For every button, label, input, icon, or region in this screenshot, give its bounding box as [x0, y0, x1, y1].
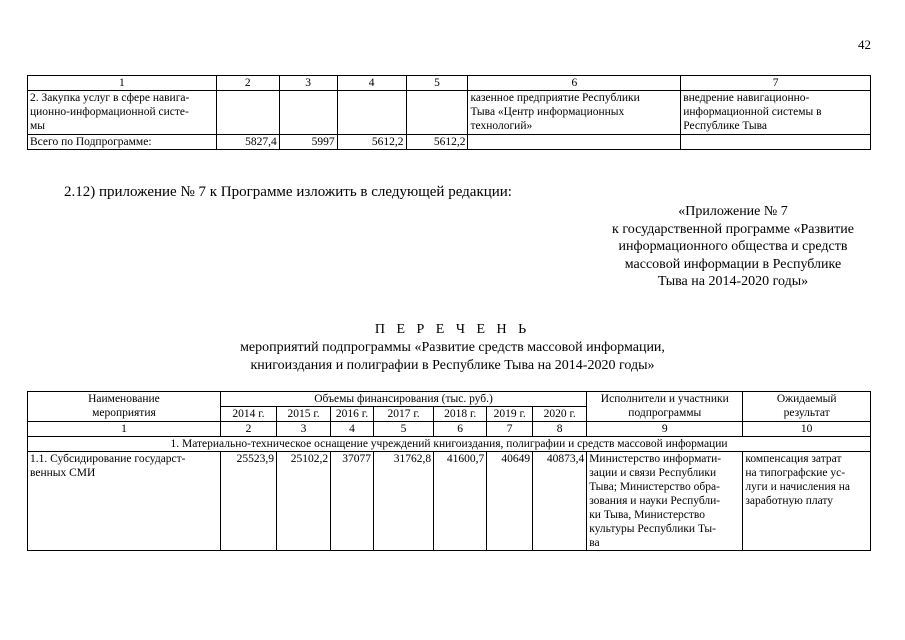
column-number: 5 — [373, 422, 433, 437]
header-cell: 7 — [681, 76, 871, 91]
year-header: 2020 г. — [533, 407, 587, 422]
year-header: 2014 г. — [220, 407, 276, 422]
text-line: венных СМИ — [30, 467, 96, 479]
year-header: 2019 г. — [487, 407, 533, 422]
total-value: 5827,4 — [216, 135, 279, 150]
finance-value: 40649 — [487, 452, 533, 551]
column-number: 1 — [28, 422, 221, 437]
measures-table — [27, 391, 871, 551]
year-header: 2017 г. — [373, 407, 433, 422]
amendment-paragraph: 2.12) приложение № 7 к Программе изложить в следующей редакции: — [64, 184, 512, 200]
column-number: 10 — [743, 422, 871, 437]
empty-cell — [216, 91, 279, 135]
header-cell: 6 — [468, 76, 681, 91]
text-line: информационной системы в — [683, 106, 822, 118]
measure-name-cell — [28, 91, 217, 135]
column-numbers-row — [28, 422, 871, 437]
section-row — [28, 437, 871, 452]
header-result — [743, 392, 871, 422]
header-cell: 5 — [406, 76, 468, 91]
text-line: ционно-информационной систе- — [30, 106, 189, 118]
table-header-row — [28, 76, 871, 91]
empty-cell — [406, 91, 468, 135]
text-line: культуры Республики Ты- — [589, 523, 716, 535]
appendix-line: к государственной программе «Развитие — [612, 221, 854, 237]
column-number: 2 — [220, 422, 276, 437]
text-line: компенсация затрат — [745, 453, 842, 465]
text-line: Тыва; Министерство обра- — [589, 481, 720, 493]
text-line: заработную плату — [745, 495, 834, 507]
appendix-line: информационного общества и средств — [618, 239, 848, 254]
text-line: 2. Закупка услуг в сфере навига- — [30, 92, 190, 104]
text-line: мы — [30, 120, 46, 132]
list-title: П Е Р Е Ч Е Н Ь — [374, 322, 531, 337]
finance-value: 41600,7 — [434, 452, 487, 551]
header-cell: 4 — [337, 76, 406, 91]
total-value: 5997 — [279, 135, 337, 150]
text-line: зования и науки Республи- — [589, 495, 721, 507]
header-executors — [587, 392, 743, 422]
total-value: 5612,2 — [337, 135, 406, 150]
text-line: результат — [783, 407, 830, 419]
page-number: 42 — [858, 37, 871, 52]
column-number: 8 — [533, 422, 587, 437]
column-number: 9 — [587, 422, 743, 437]
text-line: на типографские ус- — [745, 467, 846, 479]
text-line: зации и связи Республики — [589, 467, 717, 479]
header-cell: 1 — [28, 76, 217, 91]
text-line: Тыва «Центр информационных — [470, 106, 625, 118]
finance-value: 25523,9 — [220, 452, 276, 551]
header-cell: 3 — [279, 76, 337, 91]
text-line: ки Тыва, Министерство — [589, 509, 706, 521]
appendix-line: массовой информации в Республике — [624, 256, 842, 272]
appendix-heading — [598, 203, 868, 291]
text-line: луги и начисления на — [745, 481, 851, 493]
measure-name-cell — [28, 452, 221, 551]
subtitle-line: мероприятий подпрограммы «Развитие средств массовой информации, — [240, 340, 665, 355]
result-cell — [743, 452, 871, 551]
text-line: подпрограммы — [628, 407, 702, 419]
finance-value: 31762,8 — [373, 452, 433, 551]
appendix-line: «Приложение № 7 — [678, 204, 788, 219]
result-cell — [681, 91, 871, 135]
header-finance: Объемы финансирования (тыс. руб.) — [220, 392, 586, 407]
empty-cell — [279, 91, 337, 135]
section-title: 1. Материально-техническое оснащение учреждений книгоиздания, полиграфии и средств массовой информации — [28, 437, 871, 452]
total-row — [28, 135, 871, 150]
text-line: Исполнители и участники — [600, 393, 729, 405]
total-label: Всего по Подпрограмме: — [28, 135, 217, 150]
column-number: 7 — [487, 422, 533, 437]
empty-cell — [337, 91, 406, 135]
total-value: 5612,2 — [406, 135, 468, 150]
header-cell: 2 — [216, 76, 279, 91]
appendix-line: Тыва на 2014-2020 годы» — [657, 274, 809, 289]
executors-cell — [587, 452, 743, 551]
finance-value: 37077 — [331, 452, 374, 551]
empty-cell — [681, 135, 871, 150]
table-row — [28, 91, 871, 135]
header-measure-name — [28, 392, 221, 422]
text-line: казенное предприятие Республики — [470, 92, 640, 104]
text-line: технологий» — [470, 120, 533, 132]
list-subtitle — [0, 339, 905, 374]
table-row — [28, 452, 871, 551]
text-line: Ожидаемый — [776, 393, 837, 405]
text-line: ва — [589, 537, 600, 549]
subtitle-line: книгоиздания и полиграфии в Республике Тыва на 2014-2020 годы» — [250, 357, 655, 373]
budget-table-continuation — [27, 75, 871, 150]
text-line: внедрение навигационно- — [683, 92, 810, 104]
finance-value: 25102,2 — [277, 452, 331, 551]
text-line: 1.1. Субсидирование государст- — [30, 453, 186, 465]
text-line: Наименование — [88, 393, 160, 405]
executor-cell — [468, 91, 681, 135]
year-header: 2016 г. — [331, 407, 374, 422]
column-number: 3 — [277, 422, 331, 437]
year-header: 2018 г. — [434, 407, 487, 422]
column-number: 6 — [434, 422, 487, 437]
text-line: Республике Тыва — [683, 120, 767, 132]
column-number: 4 — [331, 422, 374, 437]
year-header: 2015 г. — [277, 407, 331, 422]
text-line: мероприятия — [92, 407, 156, 419]
empty-cell — [468, 135, 681, 150]
finance-value: 40873,4 — [533, 452, 587, 551]
text-line: Министерство информати- — [589, 453, 722, 465]
table-header-row — [28, 392, 871, 407]
